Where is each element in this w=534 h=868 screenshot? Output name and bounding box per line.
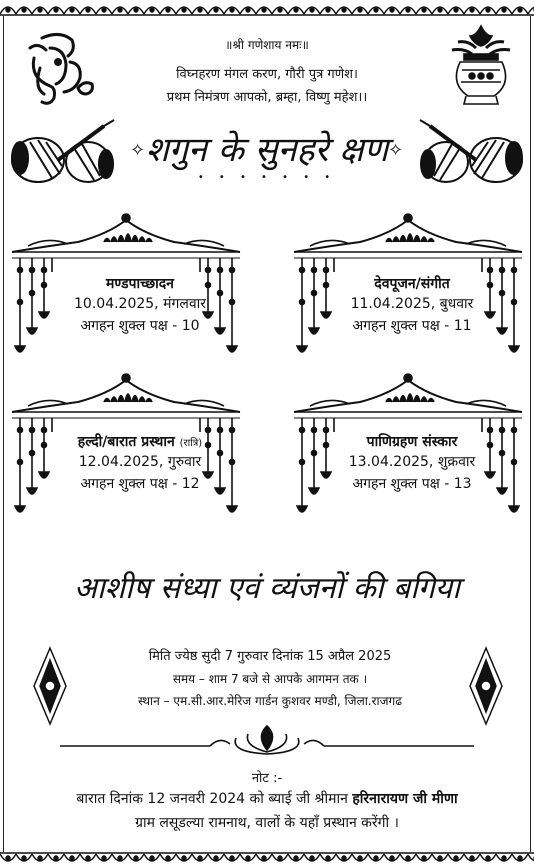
event-date: 12.04.2025, गुरुवार xyxy=(78,454,202,470)
event-title: पाणिग्रहण संस्कार xyxy=(366,434,458,450)
mandala-icon xyxy=(466,646,506,726)
event-paksha: अगहन शुक्ल पक्ष - 11 xyxy=(352,318,472,334)
event-date: 10.04.2025, मंगलवार xyxy=(74,296,206,312)
event-title-suffix: (रात्रि) xyxy=(179,438,203,449)
sparkle-icon: ✧ xyxy=(388,140,404,161)
note-line-1: बारात दिनांक 12 जनवरी 2024 को ब्याई जी श्रीमान xyxy=(76,791,348,807)
host-name: हरिनारायण जी मीणा xyxy=(352,791,458,807)
reception-venue: स्थान – एम.सी.आर.मेरिज गार्डन कुशवर मण्डी, जिला.राजगढ xyxy=(137,694,403,708)
event-paksha: अगहन शुक्ल पक्ष - 10 xyxy=(80,318,200,334)
event-date: 13.04.2025, शुक्रवार xyxy=(348,454,476,470)
event-date: 11.04.2025, बुधवार xyxy=(350,296,474,312)
dhol-shehnai-icon xyxy=(8,112,120,190)
sparkle-icon: ✧ xyxy=(130,140,146,161)
verse-line-1: विघ्नहरण मंगल करण, गौरी पुत्र गणेश। xyxy=(176,67,358,82)
dots-ornament: • • • • • • • xyxy=(197,172,337,183)
verse-line-2: प्रथम निमंत्रण आपको, ब्रम्हा, विष्णु महेश।। xyxy=(166,90,368,105)
event-paksha: अगहन शुक्ल पक्ष - 12 xyxy=(80,476,200,492)
event-title: मण्डपाच्छादन xyxy=(106,276,174,292)
reception-date: मिति ज्येष्ठ सुदी 7 गुरुवार दिनांक 15 अप्रैल 2025 xyxy=(148,649,392,664)
note-label: नोट :- xyxy=(251,771,283,786)
dhol-shehnai-icon xyxy=(414,112,526,190)
note-line-2: ग्राम लसूडल्या रामनाथ, वालों के यहाँ प्रस्थान करेंगी । xyxy=(135,815,399,831)
ganesha-icon xyxy=(20,28,100,108)
reception-title: आशीष संध्या एवं व्यंजनों की बगिया xyxy=(74,571,460,606)
event-title: हल्दी/बारात प्रस्थान xyxy=(77,434,175,450)
kalash-icon xyxy=(448,22,514,108)
right-border-line xyxy=(530,16,531,852)
mandala-icon xyxy=(30,646,70,726)
left-border-line xyxy=(3,16,4,852)
invitation-title: शगुन के सुनहरे क्षण xyxy=(145,130,389,170)
reception-time: समय – शाम 7 बजे से आपके आगमन तक । xyxy=(172,672,368,686)
mantra-text: ॥श्री गणेशाय नमः॥ xyxy=(225,38,309,52)
lotus-border-icon xyxy=(60,722,474,758)
event-title: देवपूजन/संगीत xyxy=(374,276,450,292)
top-border xyxy=(0,0,534,16)
bottom-border xyxy=(0,852,534,868)
event-paksha: अगहन शुक्ल पक्ष - 13 xyxy=(352,476,472,492)
